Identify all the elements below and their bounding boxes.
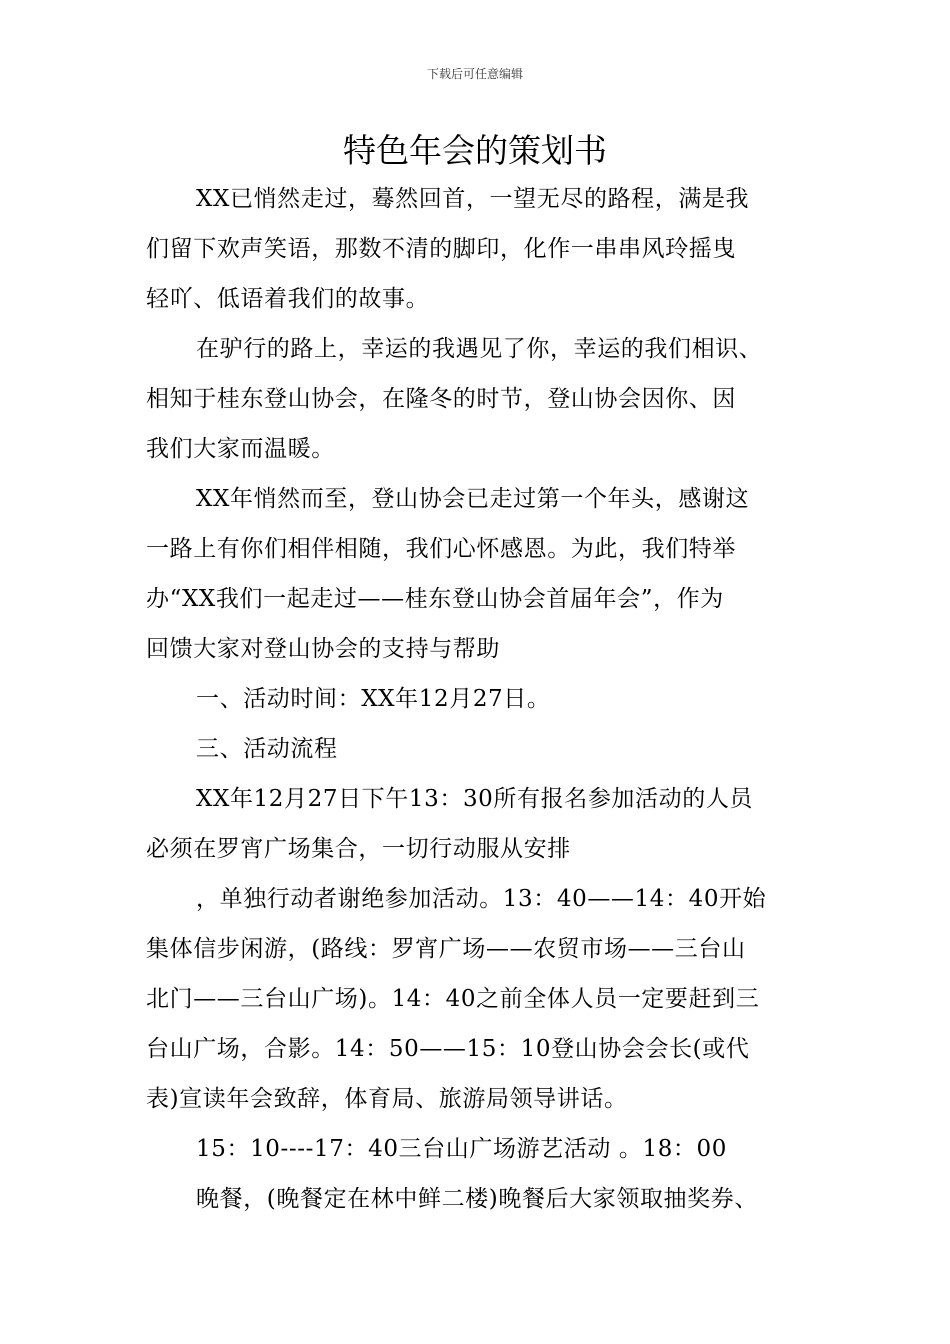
document-title: 特色年会的策划书 bbox=[343, 131, 607, 170]
paragraph-line: 回馈大家对登山协会的支持与帮助 bbox=[146, 636, 500, 662]
paragraph-line: 台山广场，合影。14：50——15：10登山协会会长(或代 bbox=[146, 1036, 750, 1062]
paragraph-line: 我们大家而温暖。 bbox=[146, 436, 335, 462]
paragraph-line: 15：10----17：40三台山广场游艺活动 。18：00 bbox=[196, 1136, 727, 1162]
paragraph-line: 相知于桂东登山协会，在隆冬的时节，登山协会因你、因 bbox=[146, 386, 736, 412]
paragraph-line: 表)宣读年会致辞，体育局、旅游局领导讲话。 bbox=[146, 1086, 628, 1112]
paragraph-line: 必须在罗宵广场集合，一切行动服从安排 bbox=[146, 836, 571, 862]
paragraph-line: XX年12月27日下午13：30所有报名参加活动的人员 bbox=[196, 786, 754, 812]
section-heading-process: 三、活动流程 bbox=[196, 736, 338, 762]
paragraph-line: 一路上有你们相伴相随，我们心怀感恩。为此，我们特举 bbox=[146, 536, 736, 562]
paragraph-line: 在驴行的路上，幸运的我遇见了你，幸运的我们相识、 bbox=[196, 336, 763, 362]
paragraph-line: XX已悄然走过，蓦然回首，一望无尽的路程，满是我 bbox=[196, 186, 750, 212]
paragraph-line: 晚餐，(晚餐定在林中鲜二楼)晚餐后大家领取抽奖券、 bbox=[196, 1186, 758, 1212]
paragraph-line: 北门——三台山广场)。14：40之前全体人员一定要赶到三 bbox=[146, 986, 760, 1012]
paragraph-line: ，单独行动者谢绝参加活动。13：40——14：40开始 bbox=[196, 886, 767, 912]
section-heading-time: 一、活动时间：XX年12月27日。 bbox=[196, 686, 551, 712]
paragraph-line: 集体信步闲游，(路线：罗宵广场——农贸市场——三台山 bbox=[146, 936, 746, 962]
header-note: 下载后可任意编辑 bbox=[426, 67, 523, 81]
paragraph-line: 们留下欢声笑语，那数不清的脚印，化作一串串风玲摇曳 bbox=[146, 236, 736, 262]
paragraph-line: 轻吖、低语着我们的故事。 bbox=[146, 286, 430, 312]
paragraph-line: 办“XX我们一起走过——桂东登山协会首届年会”，作为 bbox=[146, 586, 724, 612]
paragraph-line: XX年悄然而至，登山协会已走过第一个年头，感谢这 bbox=[196, 486, 750, 512]
